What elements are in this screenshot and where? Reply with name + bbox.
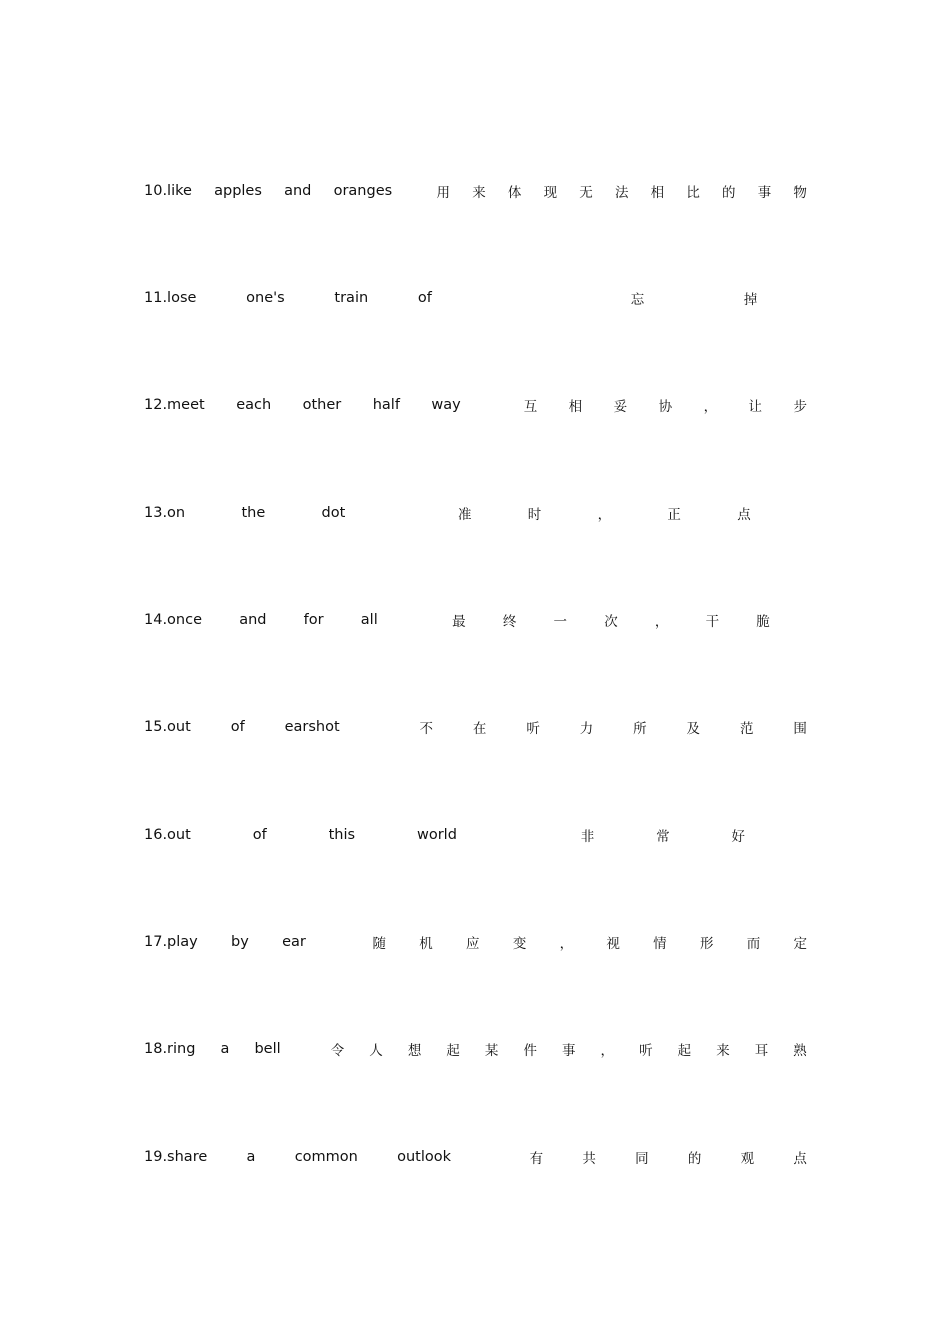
entry-token: 12.meet [144, 397, 205, 413]
entry-token: 的 [722, 185, 736, 201]
entry-token: 起 [446, 1043, 460, 1059]
entry-token: 听 [526, 721, 540, 737]
entry-token: 点 [793, 1151, 807, 1167]
entry-token: 妥 [613, 399, 628, 415]
entry-token: 正 [667, 507, 681, 523]
idiom-entry-12 [144, 393, 807, 417]
entry-token: 定 [793, 936, 807, 952]
entry-token: the [241, 505, 266, 521]
entry-token: a [246, 1149, 256, 1165]
entry-token: 常 [656, 829, 670, 845]
entry-token: 干 [705, 614, 720, 630]
entry-token: 无 [579, 185, 593, 201]
entry-token: half [372, 397, 400, 413]
entry-token: common [294, 1149, 358, 1165]
entry-token: 掉 [743, 292, 758, 308]
entry-token: 最 [452, 614, 466, 630]
idiom-entry-18 [144, 1037, 807, 1061]
entry-token: 16.out [144, 827, 191, 843]
entry-token: 听 [639, 1043, 653, 1059]
entry-token: 步 [793, 399, 807, 415]
entry-token: of [230, 719, 245, 735]
entry-token: other [302, 397, 342, 413]
entry-token: 法 [614, 185, 629, 201]
entry-token: 应 [466, 936, 480, 952]
entry-token: 比 [686, 185, 700, 201]
entry-token: 件 [523, 1043, 537, 1059]
entry-token: all [360, 612, 378, 628]
entry-token: 起 [677, 1043, 692, 1059]
entry-token: 一 [553, 614, 567, 630]
entry-token: oranges [333, 183, 393, 199]
entry-token: 点 [737, 507, 751, 523]
entry-token: 准 [457, 507, 472, 523]
entry-token: 15.out [144, 719, 191, 735]
entry-token: 不 [419, 721, 433, 737]
entry-token: 相 [568, 399, 583, 415]
entry-token: 时 [527, 507, 542, 523]
idiom-entry-13 [144, 501, 807, 525]
entry-token: 视 [606, 936, 620, 952]
entry-token: 形 [699, 936, 714, 952]
entry-token: 非 [580, 829, 595, 845]
entry-token: and [284, 183, 312, 199]
entry-token: 而 [746, 936, 761, 952]
entry-token: 18.ring [144, 1041, 196, 1057]
entry-token: 现 [543, 185, 558, 201]
entry-token: by [231, 934, 249, 950]
idiom-entry-11 [144, 286, 807, 310]
entry-token: 围 [793, 721, 807, 737]
idiom-entry-17 [144, 930, 807, 954]
entry-token: 变 [512, 936, 527, 952]
entry-token: 力 [579, 721, 594, 737]
idiom-entry-16 [144, 823, 807, 847]
entry-token: dot [321, 505, 346, 521]
entry-token: ， [703, 399, 718, 415]
entry-token: 体 [507, 185, 522, 201]
entry-token: 事 [562, 1043, 576, 1059]
idiom-entry-15 [144, 715, 807, 739]
idiom-entry-14 [144, 608, 807, 632]
entry-token: 某 [484, 1043, 499, 1059]
entry-token: 让 [748, 399, 763, 415]
entry-token: 的 [687, 1151, 702, 1167]
entry-token: and [239, 612, 267, 628]
entry-token: 10.like [144, 183, 192, 199]
entry-token: ， [559, 936, 574, 952]
entry-token: 所 [633, 721, 647, 737]
entry-token: 范 [739, 721, 754, 737]
entry-token: 忘 [630, 292, 645, 308]
entry-token: ， [600, 1043, 615, 1059]
entry-token: ear [282, 934, 306, 950]
entry-token: 令 [330, 1043, 345, 1059]
entry-token: 共 [582, 1151, 596, 1167]
idiom-entry-10 [144, 179, 807, 203]
entry-token: 14.once [144, 612, 203, 628]
entry-token: 情 [653, 936, 667, 952]
entry-token: 熟 [793, 1043, 807, 1059]
entry-token: 有 [529, 1151, 544, 1167]
entry-token: of [252, 827, 267, 843]
entry-token: 来 [472, 185, 486, 201]
entry-token: for [303, 612, 324, 628]
entry-token: 物 [793, 185, 807, 201]
entry-token: 终 [502, 614, 517, 630]
entry-token: 相 [650, 185, 665, 201]
idiom-entry-19 [144, 1145, 807, 1169]
entry-token: earshot [284, 719, 340, 735]
entry-token: 13.on [144, 505, 186, 521]
entry-token: 同 [635, 1151, 649, 1167]
entry-token: 17.play [144, 934, 198, 950]
entry-token: 及 [686, 721, 701, 737]
entry-token: 来 [716, 1043, 730, 1059]
entry-token: world [416, 827, 457, 843]
entry-token: each [236, 397, 272, 413]
entry-token: one's [246, 290, 285, 306]
entry-token: outlook [397, 1149, 452, 1165]
entry-token: a [220, 1041, 230, 1057]
entry-token: of [417, 290, 432, 306]
entry-token: 次 [604, 614, 618, 630]
entry-token: 好 [731, 829, 746, 845]
entry-token: 机 [419, 936, 433, 952]
entry-token: 人 [369, 1043, 383, 1059]
entry-token: ， [654, 614, 669, 630]
entry-token: way [431, 397, 461, 413]
entry-token: 想 [407, 1043, 422, 1059]
entry-token: 耳 [754, 1043, 769, 1059]
entry-token: 19.share [144, 1149, 208, 1165]
entry-token: train [334, 290, 369, 306]
entry-token: 脆 [756, 614, 770, 630]
entry-token: 协 [658, 399, 673, 415]
entry-token: 用 [436, 185, 451, 201]
entry-token: this [328, 827, 356, 843]
entry-token: 在 [472, 721, 487, 737]
entry-token: 11.lose [144, 290, 197, 306]
entry-token: ， [597, 507, 612, 523]
entry-token: bell [254, 1041, 281, 1057]
entry-token: 观 [740, 1151, 755, 1167]
entry-token: apples [214, 183, 262, 199]
entry-token: 事 [757, 185, 772, 201]
entry-token: 随 [372, 936, 386, 952]
entry-token: 互 [523, 399, 538, 415]
